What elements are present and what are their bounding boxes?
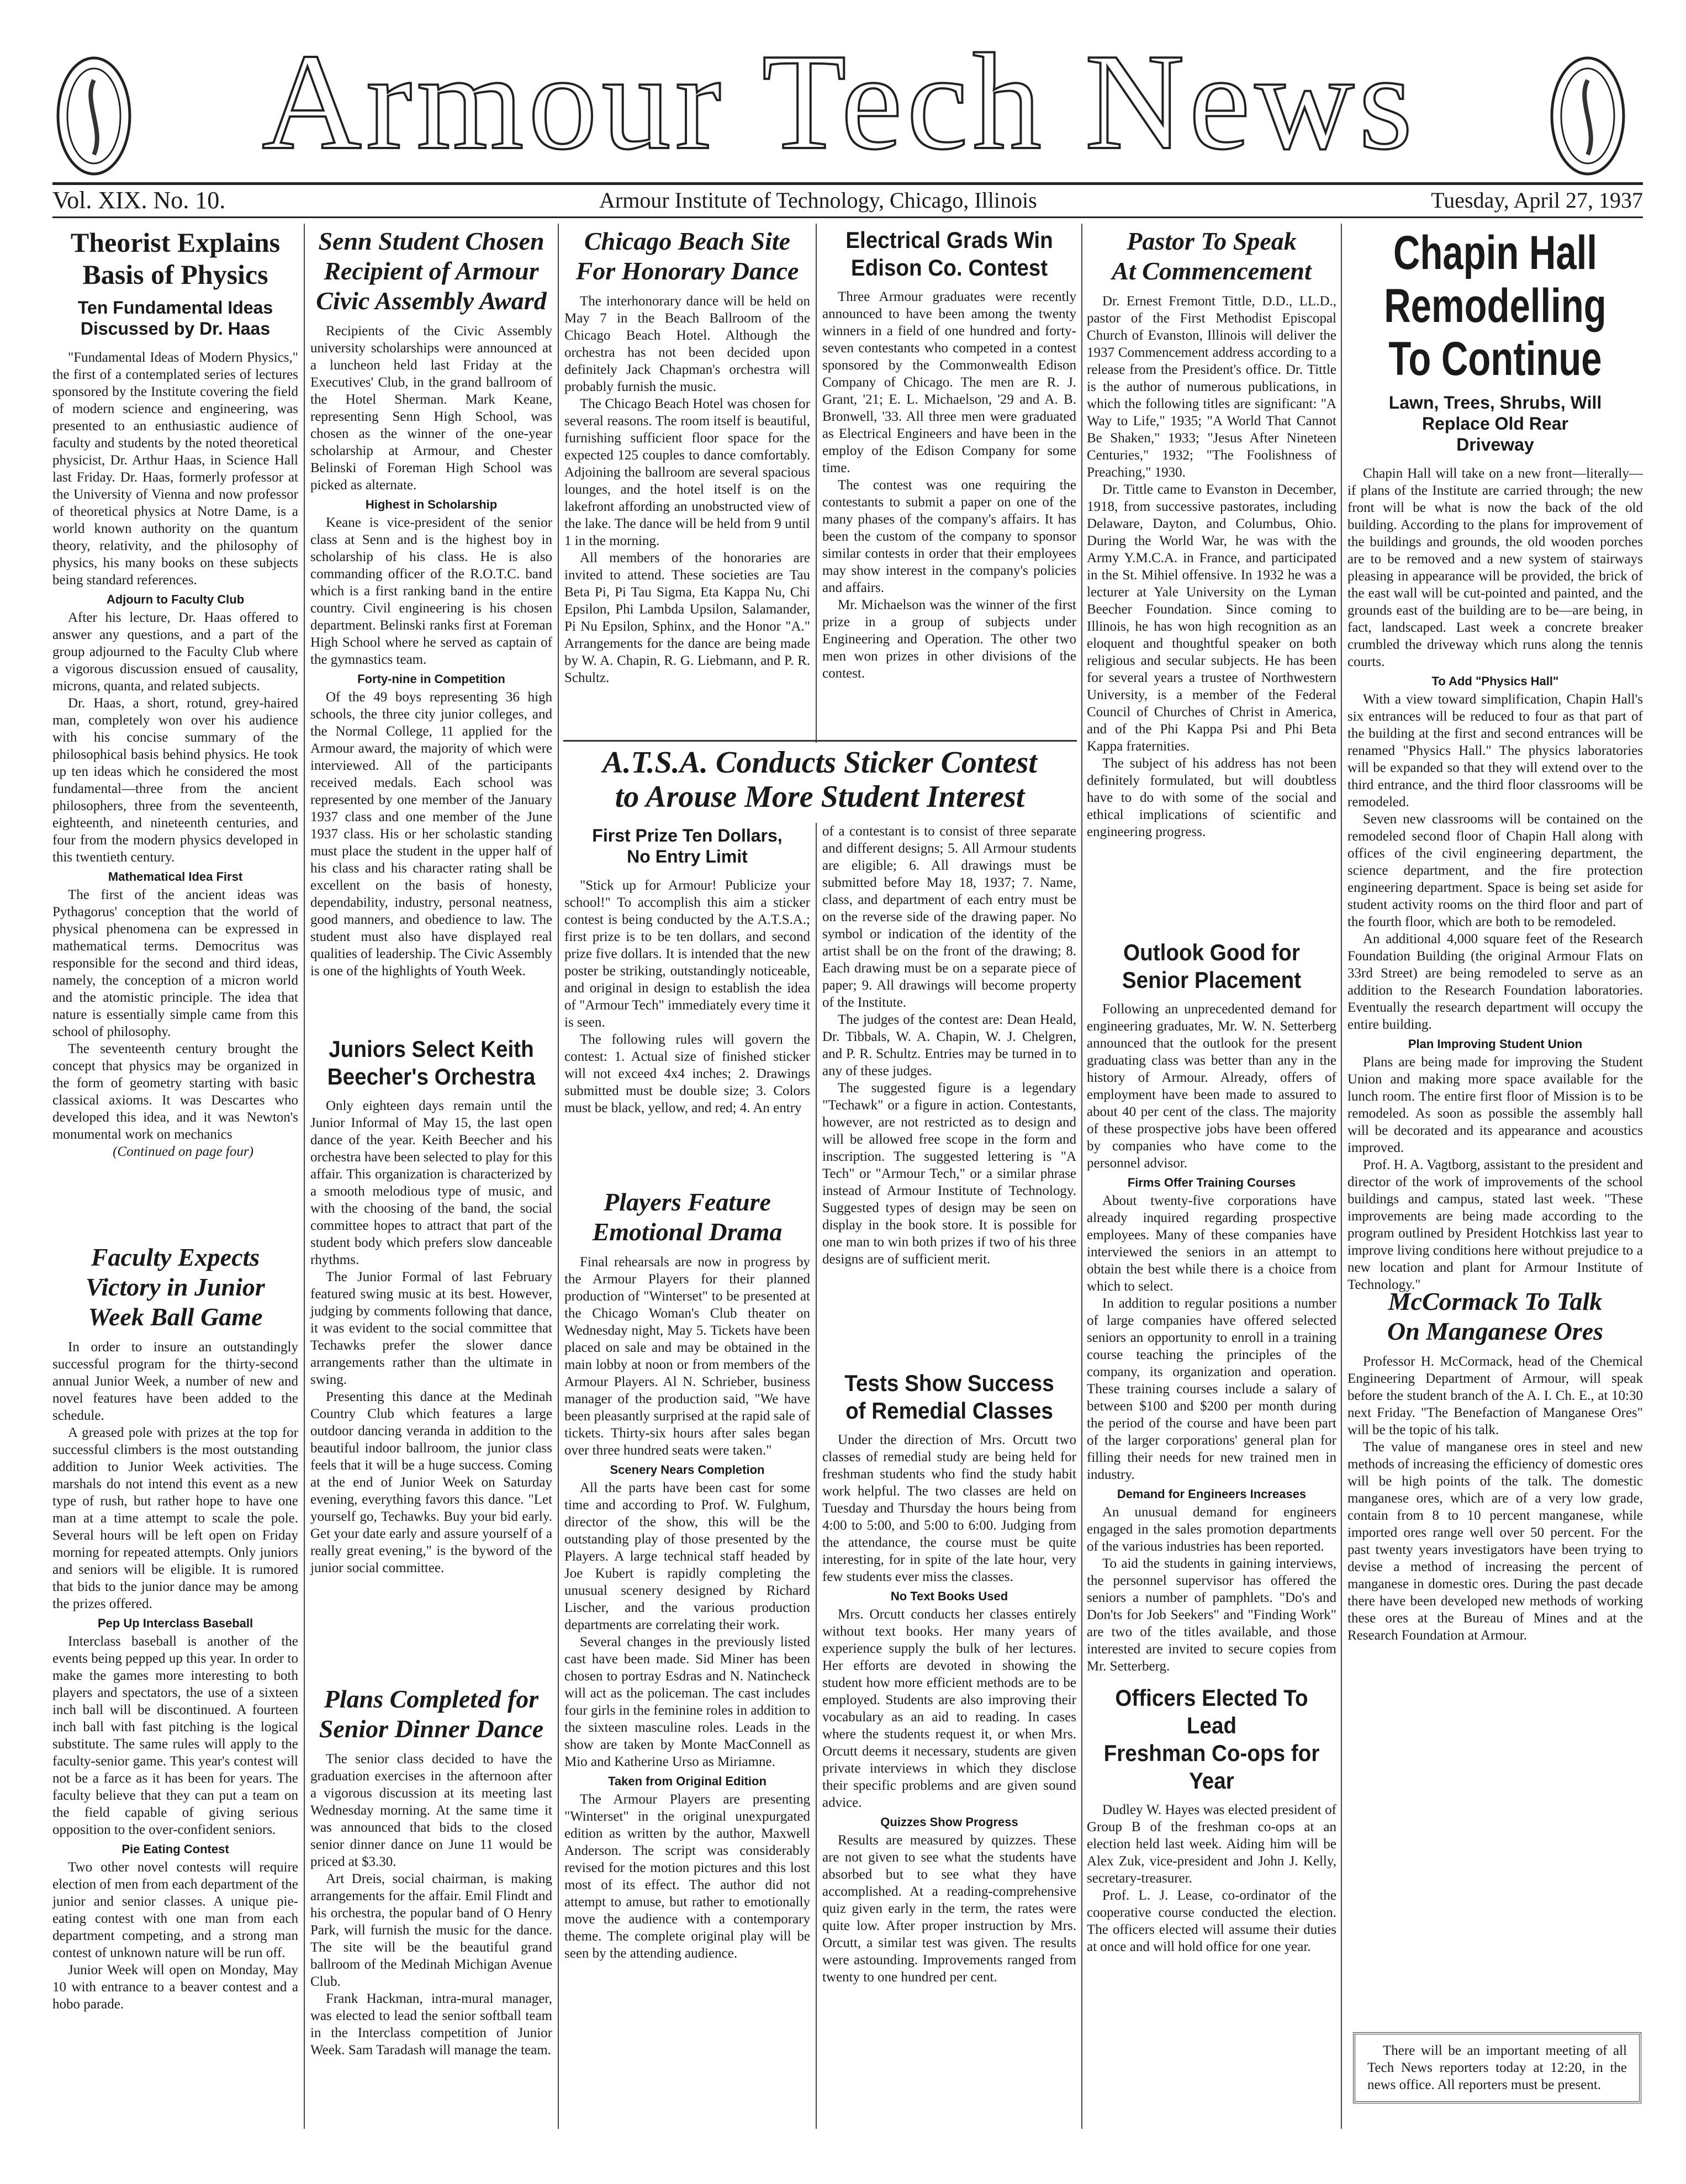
- paragraph: Plans are being made for improving the Student Union and making more space available for the lunch room. The entire first floor of Mission is to be remodeled. As soon as possible the assembly hall will be decorated and its appearance and acoustics improved.: [1347, 1055, 1643, 1155]
- paragraph: Presenting this dance at the Medinah Country Club which features a large outdoor dancing veranda in addition to the beautiful indoor ballroom, the junior class feels that it will be a huge success. Coming at the end of Junior Week on Saturday evening, everything favors this dance. "Let yourself go, Techawks. Buy your bid early. Get your date early and assure yourself of a really great evening," is the byword of the junior social committee.: [310, 1389, 552, 1575]
- paragraph: Interclass baseball is another of the events being pepped up this year. In order to make the games more interesting to both players and spectators, the use of a sixteen inch ball will be discontinued. A fourteen inch ball with fast pitching is the logical substitute. The same rules will apply to the faculty-senior game. This year's contest will not be a farce as it has been for years. The faculty believe that they can put a team on the field capable of giving serious opposition to the over-confident seniors.: [52, 1634, 298, 1837]
- headline: [52, 1242, 298, 1332]
- reporters-meeting-notice: [1353, 2032, 1641, 2103]
- paragraph: The Armour Players are presenting "Winterset" in the original unexpurgated edition as written by the author, Maxwell Anderson. The script was considerably revised for the motion pictures and this lost most of its effect. The author did not attempt to amuse, but rather to emotionally move the audience with a contemporary theme. The complete original play will be seen by the attending audience.: [564, 1792, 810, 1961]
- paragraph: The judges of the contest are: Dean Heald, Dr. Tibbals, W. A. Chapin, W. J. Chelgren, and P. R. Schultz. Entries may be turned in to any of these judges.: [822, 1012, 1076, 1078]
- headline-line: Remodelling: [1384, 279, 1606, 332]
- paragraph: To aid the students in gaining interviews, the personnel supervisor has offered the seniors a number of pamphlets. "Do's and Don'ts for Job Seekers" and "Finding Work" are two of the titles available, and those interested are invited to secure copies from Mr. Setterberg.: [1087, 1556, 1336, 1674]
- article-senior-dinner-dance: [310, 1684, 552, 2132]
- headline-line: Freshman Co-ops for Year: [1103, 1740, 1320, 1794]
- paragraph: All the parts have been cast for some time and according to Prof. W. Fulghum, director of the show, this will be the outstanding play of those presented by the Players. A large technical staff headed by Joe Kubert is rapidly completing the unusual scenery designed by Richard Lischer, and the various production departments are correlating their work.: [564, 1480, 810, 1632]
- article-chapin-hall: [1347, 226, 1643, 1292]
- headline: [564, 226, 810, 286]
- article-chicago-beach: [564, 226, 810, 737]
- paragraph: The interhonorary dance will be held on May 7 in the Beach Ballroom of the Chicago Beach Hotel. Although the orchestra has not been decided upon definitely Jack Chapman's orchestra will probably furnish the music.: [564, 294, 810, 394]
- headline: [564, 745, 1075, 814]
- headline-line: Week Ball Game: [88, 1303, 263, 1331]
- paragraph: All members of the honoraries are invited to attend. These societies are Tau Beta Pi, Pi Tau Sigma, Eta Kappa Nu, Chi Epsilon, Phi Lambda Upsilon, Salamander, Pi Nu Epsilon, Sphinx, and the Honor "A." Arrangements for the dance are being made by W. A. Chapin, R. G. Liebmann, and P. R. Schultz.: [564, 551, 810, 685]
- headline-line: Officers Elected To Lead: [1115, 1685, 1308, 1738]
- newspaper-title: Armour Tech News: [262, 25, 1417, 178]
- paragraph: The following rules will govern the contest: 1. Actual size of finished sticker will not exceed 4x4 inches; 2. Drawings submitted must be double size; 3. Colors must be black, yellow, and red; 4. An entry: [564, 1032, 810, 1115]
- subheadline-line: Driveway: [1456, 435, 1534, 454]
- paragraph: Junior Week will open on Monday, May 10 with entrance to a beaver contest and a hobo parade.: [52, 1963, 298, 2012]
- headline-line: Basis of Physics: [82, 259, 268, 290]
- subheadline-line: No Entry Limit: [627, 847, 748, 866]
- paragraph: After his lecture, Dr. Haas offered to answer any questions, and a part of the group adjourned to the Faculty Club where a vigorous discussion ensued of causality, microns, quanta, and related subjects.: [52, 610, 298, 694]
- paragraph: Under the direction of Mrs. Orcutt two classes of remedial study are being held for freshman students who find the study habit work helpful. The two classes are held on Tuesday and Thursday the hours being from 4:00 to 5:00, and 5:00 to 6:00. Judging from the attendance, the course must be quite interesting, for in spite of the late hour, very few students ever miss the classes.: [822, 1432, 1076, 1584]
- column-rule: [816, 224, 817, 743]
- issue-date: Tuesday, April 27, 1937: [1431, 188, 1643, 213]
- section-subhead: Mathematical Idea First: [108, 870, 243, 884]
- paragraph: An unusual demand for engineers engaged in the sales promotion departments of the various industries has been reported.: [1087, 1505, 1336, 1554]
- section-subhead: Firms Offer Training Courses: [1127, 1176, 1296, 1189]
- paragraph: Results are measured by quizzes. These are not given to see what the students have absorbed but to see what they have accomplished. At a reading-comprehensive quiz given early in the term, the rates were quite low. After proper instruction by Mrs. Orcutt, a similar test was given. The results were astounding. Improvements ranged from twenty to one hundred per cent.: [822, 1833, 1076, 1985]
- article-pastor-commencement: [1087, 226, 1336, 917]
- section-subhead: Plan Improving Student Union: [1408, 1037, 1583, 1051]
- headline: [1087, 226, 1336, 286]
- headline: [832, 1369, 1066, 1425]
- headline-line: Recipient of Armour: [324, 257, 539, 285]
- article-atsa-col1: [564, 823, 810, 1176]
- notice-text: There will be an important meeting of all Tech News reporters today at 12:20, in the news office. All reporters must be present.: [1367, 2043, 1627, 2092]
- paragraph: Of the 49 boys representing 36 high schools, the three city junior colleges, and the Normal College, 11 applied for the Armour award, the majority of which were interviewed. All of the participants received medals. Each school was represented by one member of the January 1937 class and one member of the June 1937 class. His or her scholastic standing must place the student in the upper half of his class and his character rating shall be excellent on the basis of honesty, dependability, industry, personal neatness, good manners, and obedience to law. The student must also have displayed real qualities of leadership. The Civic Assembly is one of the highlights of Youth Week.: [310, 690, 552, 979]
- paragraph: Mr. Michaelson was the winner of the first prize in a group of subjects under Engineering and Operation. The other two men won prizes in other divisions of the contest.: [822, 597, 1076, 681]
- paragraph: Chapin Hall will take on a new front—literally—if plans of the Institute are carried through; the new front will be what is now the back of the old building. According to the plans for improvement of the buildings and grounds, the old wooden porches are to be removed and a new system of stairways pleasing in appearance will be provided, the brick of the east wall will be cut-pointed and painted, and the grounds east of the building are to be—are being, in fact, landscaped. Last week a concrete breaker crumbled the driveway which runs along the tennis courts.: [1347, 466, 1643, 669]
- headline-line: Electrical Grads Win: [845, 227, 1053, 253]
- headline-line: Senior Placement: [1122, 967, 1302, 993]
- paragraph: The seventeenth century brought the concept that physics may be organized in the form of geometry starting with basic classical axioms. It was Descartes who developed this idea, and it was Newton's monumental work on mechanics: [52, 1041, 298, 1142]
- headline-line: To Continue: [1388, 332, 1602, 385]
- subheadline: [1347, 392, 1643, 455]
- article-faculty-ball-game: [52, 1242, 298, 2132]
- continuation-note: (Continued on page four): [113, 1144, 253, 1159]
- paragraph: Final rehearsals are now in progress by the Armour Players for their planned production of "Winterset" to be presented at the Chicago Woman's Club theater on Wednesday night, May 5. Tickets have been placed on sale and may be obtained in the main lobby at noon or from members of the Armour Players. Al N. Schrieber, business manager of the production said, "We have been pleasantly surprised at the rapid sale of tickets. Thirty-six hours after sales began over three hundred seats were taken.": [564, 1255, 810, 1458]
- section-subhead: Quizzes Show Progress: [880, 1815, 1018, 1829]
- headline-line: Edison Co. Contest: [850, 255, 1048, 281]
- paragraph: Professor H. McCormack, head of the Chemical Engineering Department of Armour, will speak before the student branch of the A. I. Ch. E., at 10:30 next Friday. "The Benefaction of Manganese Ores" will be the topic of his talk.: [1347, 1354, 1643, 1437]
- headline-line: Chapin Hall: [1393, 226, 1597, 279]
- paragraph: Art Dreis, social chairman, is making arrangements for the affair. Emil Flindt and his orchestra, the popular band of O Henry Park, will furnish the music for the dance. The site will be the beautiful grand ballroom of the Medinah Michigan Avenue Club.: [310, 1871, 552, 1989]
- section-subhead: Pep Up Interclass Baseball: [97, 1616, 253, 1630]
- headline-line: to Arouse More Student Interest: [615, 780, 1025, 814]
- headline-line: On Manganese Ores: [1387, 1317, 1604, 1345]
- paragraph: Prof. H. A. Vagtborg, assistant to the president and director of the work of improvements of the school buildings and campus, stated last week. "These improvements are being made according to the program outlined by President Hotchkiss last year to improve living conditions here without prejudice to a new location and plant for Armour Institute of Technology.": [1347, 1157, 1643, 1292]
- paragraph: Prof. L. J. Lease, co-ordinator of the cooperative course conducted the election. The officers elected will assume their duties at once and will hold office for one year.: [1087, 1888, 1336, 1954]
- headline-line: Faculty Expects: [91, 1243, 260, 1271]
- article-senior-placement: [1087, 939, 1336, 1674]
- paragraph: Two other novel contests will require election of men from each department of the junior and senior classes. A unique pie-eating contest with one man from each department competing, and a strong man contest of unknown nature will be run off.: [52, 1860, 298, 1960]
- paragraph: Several changes in the previously listed cast have been made. Sid Miner has been chosen to portray Esdras and N. Natincheck will act as the policeman. The cast includes four girls in the feminine roles in addition to the sixteen masculine roles. Leads in the show are taken by Monte MacConnell as Mio and Katherine Urso as Miriamne.: [564, 1635, 810, 1769]
- paragraph: The Junior Formal of last February featured swing music at its best. However, judging by comments following that dance, it was evident to the social committee that Techawks prefer the slower dance arrangements rather than the ultimate in swing.: [310, 1270, 552, 1387]
- headline: [564, 1187, 810, 1247]
- paragraph: The value of manganese ores in steel and new methods of increasing the efficiency of domestic ores will be high points of the talk. The domestic manganese ores, which are of a very low grade, contain from 8 to 10 percent manganese, while imported ores range well over 50 percent. For the past twenty years investigators have been trying to devise a method of increasing the percent of manganese in domestic ores. During the past decade there have been developed new methods of working these ores at the Bureau of Mines and at the Research Foundation at Armour.: [1347, 1440, 1643, 1643]
- section-subhead: Pie Eating Contest: [121, 1842, 229, 1856]
- article-freshman-officers: [1087, 1684, 1336, 2132]
- headline-line: Senn Student Chosen: [318, 227, 545, 255]
- section-subhead: No Text Books Used: [890, 1589, 1008, 1603]
- headline: [1380, 226, 1610, 385]
- paragraph: Frank Hackman, intra-mural manager, was elected to lead the senior softball team in the Interclass competition of Junior Week. Sam Taradash will manage the team.: [310, 1991, 552, 2058]
- article-atsa-headline: [564, 745, 1075, 820]
- section-rule: [563, 740, 1077, 742]
- column-rule: [304, 224, 305, 2129]
- headline: [1097, 1684, 1326, 1795]
- subheadline-line: First Prize Ten Dollars,: [592, 826, 783, 845]
- paragraph: With a view toward simplification, Chapin Hall's six entrances will be reduced to four as that part of the building at the first and second entrances will be renamed "Physics Hall." The physics laboratories will be expanded so that they will extend over to the third entrance, and the third floor classrooms will be remodeled.: [1347, 692, 1643, 810]
- institute-seal-right: [1546, 52, 1629, 179]
- dateline: [52, 188, 1643, 213]
- paragraph: "Stick up for Armour! Publicize your school!" To accomplish this aim a sticker contest is being conducted by the A.T.S.A.; first prize is to be ten dollars, and second prize five dollars. It is intended that the new poster be striking, outstandingly noticeable, and original in design to establish the idea of "Armour Tech" immediately every time it is seen.: [564, 878, 810, 1030]
- institute-seal-left: [52, 52, 135, 179]
- paragraph: About twenty-five corporations have already inquired regarding prospective employees. Many of these companies have interviewed the seniors in an attempt to obtain the best while there is a choice from which to select.: [1087, 1193, 1336, 1294]
- headline-line: Emotional Drama: [592, 1218, 783, 1246]
- paragraph: The suggested figure is a legendary "Techawk" or a figure in action. Contestants, however, are not restricted as to design and will be allowed free scope in the form and inscription. The suggested lettering is "A Tech" or "Armour Tech," or a similar phrase instead of Armour Institute of Technology. Suggested types of design may be seen on display in the book store. It is possible for one man to win both prizes if two of his three designs are of sufficient merit.: [822, 1081, 1076, 1267]
- subheadline-line: Ten Fundamental Ideas: [77, 298, 273, 318]
- paragraph: An additional 4,000 square feet of the Research Foundation Building (the original Armour Flats on 33rd Street) are being remodeled to serve as an addition to the Research Foundation laboratories. Eventually the research department will occupy the entire building.: [1347, 932, 1643, 1032]
- section-subhead: Highest in Scholarship: [365, 498, 498, 511]
- headline-line: For Honorary Dance: [575, 257, 799, 285]
- paragraph: Recipients of the Civic Assembly university scholarships were announced at a luncheon held last Friday at the Executives' Club, in the grand ballroom of the Hotel Sherman. Mark Keane, representing Senn High School, was chosen as the winner of the one-year scholarship at Armour, and Chester Belinski of Foreman High School was picked as alternate.: [310, 324, 552, 493]
- article-atsa-col2: [822, 823, 1076, 1353]
- paragraph: The subject of his address has not been definitely formulated, but will doubtless have to do with some of the social and ethical implications of scientific and engineering progress.: [1087, 756, 1336, 839]
- section-subhead: Taken from Original Edition: [608, 1774, 767, 1788]
- headline-line: of Remedial Classes: [845, 1398, 1053, 1424]
- dateline-rule: [52, 216, 1643, 218]
- headline-line: Players Feature: [604, 1188, 771, 1216]
- headline: [1097, 939, 1326, 994]
- section-subhead: Forty-nine in Competition: [357, 672, 505, 686]
- headline: [1347, 1287, 1643, 1346]
- headline-line: McCormack To Talk: [1388, 1287, 1603, 1315]
- article-theorist-physics: [52, 226, 298, 1231]
- paragraph: A greased pole with prizes at the top for successful climbers is the most outstanding addition to Junior Week activities. The marshals do not intend this event as a new type of rush, but rather hope to have one man at a time attempt to scale the pole. Several hours will be left open on Friday morning for repeated attempts. Only juniors and seniors will be eligible. It is rumored that bids to the junior dance may be among the prizes offered.: [52, 1425, 298, 1611]
- article-electrical-grads: [822, 226, 1076, 737]
- paragraph: Only eighteen days remain until the Junior Informal of May 15, the last open dance of the year. Keith Beecher and his orchestra have been selected to play for this affair. This organization is characterized by a smooth melodious type of music, and with the choosing of the band, the social committee hopes to attract that part of the student body which prefers slow danceable rhythms.: [310, 1098, 553, 1267]
- headline-line: Beecher's Orchestra: [327, 1064, 536, 1090]
- headline: [52, 226, 298, 290]
- paragraph: Keane is vice-president of the senior class at Senn and is the highest boy in scholarship of his class. He is also commanding officer of the R.O.T.C. band which is a first ranking band in the entire country. Civil engineering is his chosen department. Belinski ranks first at Foreman High School where he served as captain of the gymnastics team.: [310, 515, 552, 667]
- column-rule: [558, 224, 559, 2129]
- article-juniors-orchestra: [310, 1035, 552, 1670]
- headline-line: Chicago Beach Site: [584, 227, 791, 255]
- volume-number: Vol. XIX. No. 10.: [52, 187, 226, 214]
- subheadline-line: Discussed by Dr. Haas: [80, 319, 271, 339]
- paragraph: The contest was one requiring the contestants to submit a paper on one of the many phases of the company's affairs. It has been the custom of the company to sponsor similar contests in order that their employees may show interest in the company's policies and affairs.: [822, 478, 1076, 595]
- headline-line: Tests Show Success: [844, 1370, 1054, 1396]
- column-rule: [816, 823, 817, 2129]
- masthead-rule: [52, 182, 1643, 185]
- column-rule: [1341, 224, 1342, 2129]
- paragraph: Mrs. Orcutt conducts her classes entirely without text books. Her many years of experience supply the bulk of her lectures. Her efforts are devoted in showing the student how more efficient methods are to be employed. Students are also improving their vocabulary as an aid to reading. In cases where the students request it, or when Mrs. Orcutt deems it necessary, students are given private interviews in which they disclose their specific problems and are given sound advice.: [822, 1607, 1076, 1810]
- headline-line: Plans Completed for: [324, 1685, 539, 1713]
- subheadline: [564, 825, 810, 867]
- paragraph: Dr. Ernest Fremont Tittle, D.D., LL.D., pastor of the First Methodist Episcopal Church of Evanston, Illinois will deliver the 1937 Commencement address according to a release from the President's office. Dr. Tittle is the author of numerous publications, in which the following titles are significant: "A Way to Life," 1935; "A World That Cannot Be Shaken," 1933; "Jesus After Nineteen Centuries," 1932; "The Foolishness of Preaching," 1930.: [1087, 294, 1336, 480]
- subheadline: [52, 297, 298, 339]
- article-mccormack-talk: [1347, 1287, 1643, 2021]
- headline-line: Outlook Good for: [1123, 939, 1300, 965]
- section-subhead: Adjourn to Faculty Club: [106, 593, 245, 606]
- paragraph: Following an unprecedented demand for engineering graduates, Mr. W. N. Setterberg announced that the outlook for the present graduating class was better than any in the history of Armour. Already, offers of employment have been made to assured to about 40 per cent of the class. The majority of these prospective jobs have been offered by companies who have come to the personnel advisor.: [1087, 1002, 1336, 1171]
- headline-line: At Commencement: [1112, 257, 1312, 285]
- paragraph: of a contestant is to consist of three separate and different designs; 5. All Armour students are eligible; 6. All drawings must be submitted before May 18, 1937; 7. Name, class, and department of each entry must be on the reverse side of the drawing paper. No symbol or indication of the identity of the artist shall be on the front of the drawing; 8. Each drawing must be on a separate piece of paper; 9. All drawings will become property of the Institute.: [822, 824, 1076, 1010]
- paragraph: Dr. Tittle came to Evanston in December, 1918, from successive pastorates, including Delaware, Dayton, and Columbus, Ohio. During the World War, he was with the Army Y.M.C.A. in France, and participated in the St. Mihiel offensive. In 1932 he was a lecturer at Yale University on the Lyman Beecher Foundation. Since coming to Illinois, he has won high recognition as an eloquent and thoughtful speaker on both religious and secular subjects. He has been for several years a trustee of Northwestern University, is a member of the Federal Council of Churches of Christ in America, and of the Phi Kappa Psi and Phi Beta Kappa fraternities.: [1087, 482, 1336, 754]
- paragraph: Three Armour graduates were recently announced to have been among the twenty winners in a field of one hundred and forty-seven contestants who competed in a contest sponsored by the Commonwealth Edison Company of Chicago. The men are R. J. Grant, '21; E. L. Michaelson, '29 and A. B. Bronwell, '33. All three men were graduated as Electrical Engineers and have been in the employ of the Edison Company for some time.: [822, 289, 1076, 475]
- headline-line: Victory in Junior: [86, 1273, 265, 1301]
- headline: [320, 1035, 543, 1091]
- headline-line: Civic Assembly Award: [316, 287, 547, 315]
- article-players-drama: [564, 1187, 810, 2132]
- paragraph: Seven new classrooms will be contained on the remodeled second floor of Chapin Hall along with offices of the civil engineering department, the science department, and the fire protection engineering department. Space is being set aside for student activity rooms on the third floor and part of the fourth floor, which are both to be remodeled.: [1347, 812, 1643, 929]
- paragraph: In order to insure an outstandingly successful program for the thirty-second annual Junior Week, a number of new and novel features have been added to the schedule.: [52, 1340, 298, 1423]
- headline-line: Senior Dinner Dance: [319, 1715, 544, 1743]
- paragraph: Dudley W. Hayes was elected president of Group B of the freshman co-ops at an election held last week. Aiding him will be Alex Zuk, vice-president and John J. Kelly, secretary-treasurer.: [1087, 1802, 1336, 1886]
- headline-line: A.T.S.A. Conducts Sticker Contest: [602, 745, 1037, 780]
- headline-line: Juniors Select Keith: [329, 1036, 534, 1062]
- subheadline-line: Replace Old Rear: [1422, 414, 1568, 433]
- paragraph: The Chicago Beach Hotel was chosen for several reasons. The room itself is beautiful, furnishing sufficient floor space for the expected 125 couples to dance comfortably. Adjoining the ballroom are several spacious lounges, and the hotel itself is on the lakefront affording an unobstructed view of the lake. The dance will be held from 9 until 1 in the morning.: [564, 396, 810, 548]
- section-subhead: Scenery Nears Completion: [610, 1463, 765, 1477]
- section-subhead: To Add "Physics Hall": [1431, 674, 1559, 688]
- paragraph: In addition to regular positions a number of large companies have offered selected seniors an opportunity to enroll in a training course teaching the principles of the company, its organization and operation. These training courses include a salary of between $100 and $200 per month during the period of the course and have been part of the larger corporations' general plan for filling their needs for new trained men in industry.: [1087, 1296, 1336, 1482]
- paragraph: The senior class decided to have the graduation exercises in the afternoon after a vigorous discussion at its meeting last Wednesday morning. At the same time it was announced that bids to the closed senior dinner dance on June 11 would be priced at $3.30.: [310, 1752, 552, 1869]
- institution-line: Armour Institute of Technology, Chicago, Illinois: [599, 188, 1037, 213]
- paragraph: The first of the ancient ideas was Pythagorus' conception that the world of physical phenomena can be expressed in mathematical terms. Democritus was responsible for the second and third ideas, namely, the conception of a micron world and the atomistic principle. The idea that nature is essentially simple came from this school of philosophy.: [52, 887, 298, 1039]
- section-subhead: Demand for Engineers Increases: [1117, 1487, 1307, 1501]
- headline-line: Theorist Explains: [70, 227, 281, 258]
- article-senn-student: [310, 226, 552, 1022]
- paragraph: Dr. Haas, a short, rotund, grey-haired man, completely won over his audience with his concise summary of the philosophical basis behind physics. He took up ten ideas which he considered the most fundamental—three from the ancient philosophers, three from the seventeenth, eighteenth, and nineteenth centuries, and four from the modern physics developed in this twentieth century.: [52, 696, 298, 865]
- paragraph: "Fundamental Ideas of Modern Physics," the first of a contemplated series of lectures sponsored by the Institute covering the field of modern science and engineering, was presented to an enthusiastic audience of faculty and students by the noted theoretical physicist, Dr. Arthur Haas, in Science Hall last Friday. Dr. Haas, formerly professor at the University of Vienna and now professor of theoretical physics at Notre Dame, is a world known authority on the quantum theory, relativity, and the philosophy of physics, his many books on these subjects being standard references.: [52, 350, 298, 588]
- headline: [310, 1684, 552, 1744]
- headline-line: Pastor To Speak: [1127, 227, 1297, 255]
- column-rule: [1081, 224, 1082, 2129]
- headline: [832, 226, 1066, 282]
- headline: [310, 226, 552, 316]
- subheadline-line: Lawn, Trees, Shrubs, Will: [1388, 393, 1602, 413]
- article-remedial-classes: [822, 1369, 1076, 2132]
